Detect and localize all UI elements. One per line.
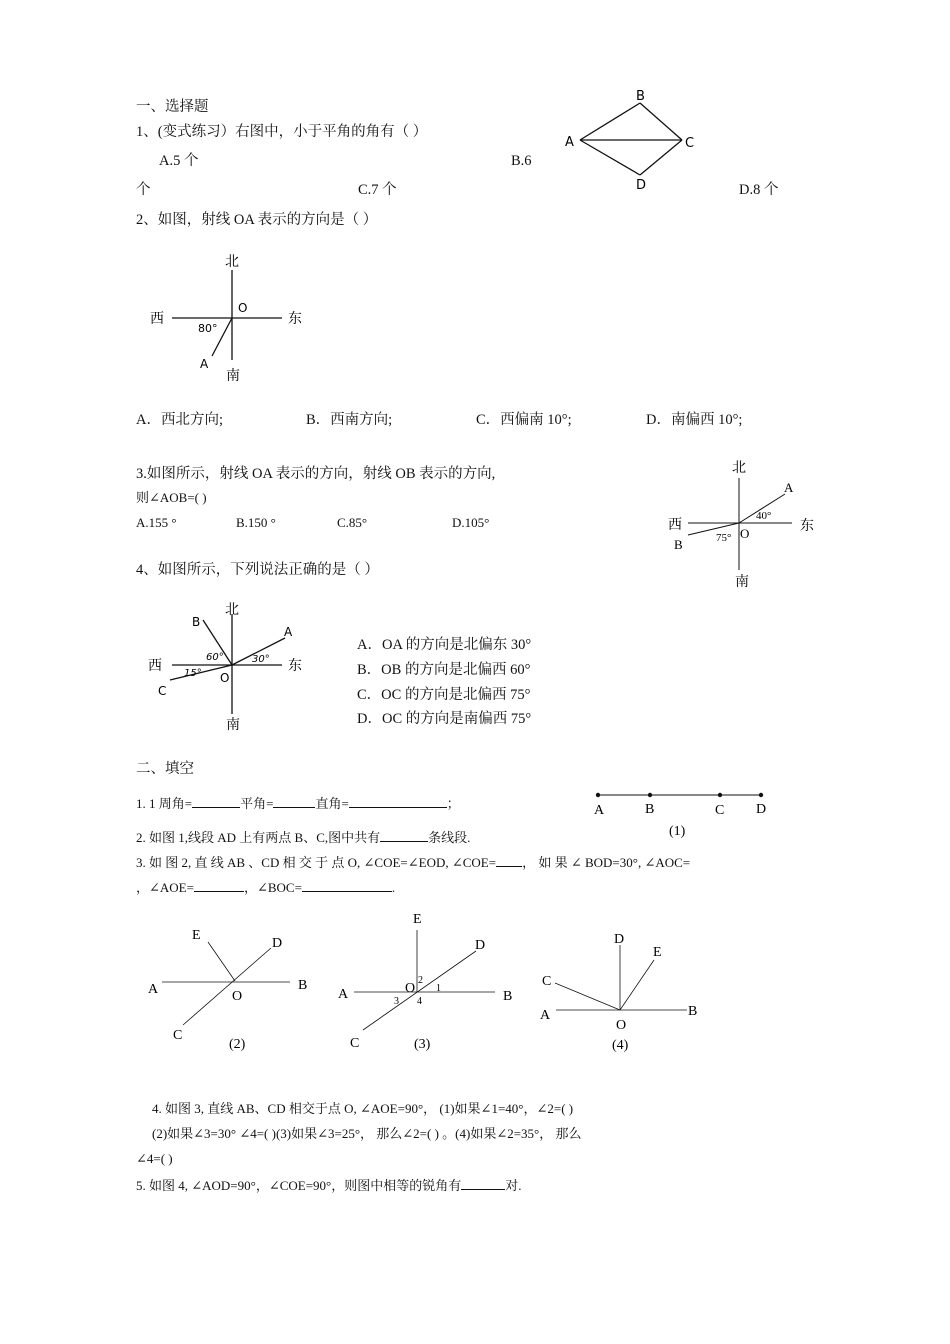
angle-1-label: 1 bbox=[436, 983, 441, 994]
fill-question-1 bbox=[136, 794, 460, 812]
point-b-label: B bbox=[192, 615, 201, 629]
fill-question-3-line-1 bbox=[136, 853, 690, 871]
point-a-label: A bbox=[338, 987, 349, 1002]
question-3-stem: 3.如图所示，射线 OA 表示的方向，射线 OB 表示的方向, bbox=[136, 466, 496, 482]
east-label: 东 bbox=[288, 311, 302, 327]
figure-4-rays bbox=[530, 920, 715, 1060]
answer-blank[interactable] bbox=[192, 794, 240, 808]
fill-1-part-4: ； bbox=[446, 796, 460, 811]
fill-5-text-2: 对. bbox=[505, 1178, 522, 1193]
label-b: B bbox=[636, 89, 645, 104]
fill-question-4-line-2: (2)如果∠3=30° ∠4=( )(3)如果∠3=25°， 那么∠2=( ) 。(4)如果∠2=35°， 那么 bbox=[152, 1126, 582, 1141]
point-a-label: A bbox=[148, 982, 159, 997]
question-1-option-b-continued: 个 bbox=[136, 182, 151, 198]
angle-b-label: 60° bbox=[206, 652, 224, 663]
angle-a-label: 40° bbox=[756, 510, 772, 522]
fill-question-5 bbox=[136, 1176, 522, 1194]
point-d-label: D bbox=[756, 802, 767, 817]
point-a-label: A bbox=[200, 357, 209, 371]
point-c-label: C bbox=[542, 974, 552, 989]
point-e-label: E bbox=[413, 912, 422, 927]
origin-label: O bbox=[405, 981, 416, 996]
question-3-option-d: D.105° bbox=[452, 515, 490, 530]
angle-c-label: 15° bbox=[184, 668, 202, 679]
point-b-label: B bbox=[688, 1004, 698, 1019]
point-c-label: C bbox=[715, 803, 725, 818]
question-3-option-b: B.150 ° bbox=[236, 515, 276, 530]
answer-blank[interactable] bbox=[302, 878, 392, 892]
question-3-option-c: C.85° bbox=[337, 515, 368, 530]
fill-1-part-2: 平角= bbox=[240, 796, 274, 811]
fill-question-4-line-3: ∠4=( ) bbox=[136, 1151, 173, 1166]
question-2-option-d: D．南偏西 10°; bbox=[646, 412, 743, 428]
question-4-option-a: A．OA 的方向是北偏东 30° bbox=[357, 637, 532, 653]
question-4-stem: 4、如图所示，下列说法正确的是（ ） bbox=[136, 562, 379, 578]
answer-blank[interactable] bbox=[496, 853, 522, 867]
point-a-label: A bbox=[594, 803, 605, 818]
fill-1-part-3: 直角= bbox=[315, 796, 349, 811]
south-label: 南 bbox=[226, 368, 240, 384]
south-label: 南 bbox=[735, 574, 749, 590]
east-label: 东 bbox=[288, 658, 302, 674]
point-b-label: B bbox=[503, 989, 513, 1004]
question-2-stem: 2、如图，射线 OA 表示的方向是（ ） bbox=[136, 212, 378, 228]
figure-3-caption: (3) bbox=[414, 1037, 431, 1052]
section-two-title: 二、填空 bbox=[136, 761, 194, 777]
angle-label: 80° bbox=[198, 322, 218, 335]
south-label: 南 bbox=[226, 717, 240, 733]
west-label: 西 bbox=[150, 311, 164, 327]
angle-4-label: 4 bbox=[417, 996, 422, 1007]
question-3-compass-figure bbox=[660, 452, 830, 592]
question-1-stem: 1、(变式练习）右图中，小于平角的角有（ ） bbox=[136, 124, 428, 140]
angle-3-label: 3 bbox=[394, 996, 399, 1007]
question-2-option-c: C．西偏南 10°; bbox=[476, 412, 572, 428]
point-a-label: A bbox=[784, 480, 794, 495]
figure-1-caption: (1) bbox=[669, 824, 686, 839]
question-4-option-d: D．OC 的方向是南偏西 75° bbox=[357, 711, 532, 727]
question-1-option-d: D.8 个 bbox=[739, 182, 779, 198]
fill-3-line-2-a: ，∠AOE= bbox=[136, 880, 194, 895]
north-label: 北 bbox=[225, 254, 239, 270]
section-one-title: 一、选择题 bbox=[136, 99, 209, 115]
west-label: 西 bbox=[148, 658, 162, 674]
figure-2-caption: (2) bbox=[229, 1037, 246, 1052]
fill-2-text-2: 条线段. bbox=[428, 830, 471, 845]
point-c-label: C bbox=[350, 1036, 360, 1051]
fill-question-2 bbox=[136, 828, 470, 846]
question-1-option-c: C.7 个 bbox=[358, 182, 397, 198]
label-a: A bbox=[565, 135, 574, 150]
fill-2-text-1: 2. 如图 1,线段 AD 上有两点 B、C,图中共有 bbox=[136, 830, 381, 845]
point-d-label: D bbox=[272, 936, 283, 951]
north-label: 北 bbox=[225, 602, 239, 618]
origin-label: O bbox=[232, 989, 243, 1004]
fill-question-4-line-1: 4. 如图 3, 直线 AB、CD 相交于点 O, ∠AOE=90°， (1)如果∠1=40°，∠2=( ) bbox=[152, 1101, 574, 1116]
point-b-label: B bbox=[674, 537, 683, 552]
label-d: D bbox=[636, 178, 647, 193]
north-label: 北 bbox=[732, 460, 746, 476]
point-b-label: B bbox=[298, 978, 308, 993]
figure-3-intersecting-lines bbox=[333, 905, 523, 1055]
angle-a-label: 30° bbox=[252, 654, 270, 665]
point-c-label: C bbox=[173, 1028, 183, 1043]
question-2-compass-figure bbox=[140, 248, 320, 388]
label-c: C bbox=[685, 136, 695, 151]
origin-label: O bbox=[220, 671, 230, 685]
answer-blank[interactable] bbox=[273, 794, 315, 808]
angle-2-label: 2 bbox=[418, 975, 423, 986]
angle-b-label: 75° bbox=[716, 532, 732, 544]
fill-3-line-2-c: . bbox=[391, 880, 396, 895]
point-a-label: A bbox=[540, 1008, 551, 1023]
origin-label: O bbox=[740, 526, 750, 541]
question-1-option-a: A.5 个 bbox=[159, 153, 199, 169]
question-3-option-a: A.155 ° bbox=[136, 515, 177, 530]
point-d-label: D bbox=[614, 932, 625, 947]
point-e-label: E bbox=[653, 945, 662, 960]
figure-4-caption: (4) bbox=[612, 1038, 629, 1053]
question-3-stem-line-2: 则∠AOB=( ) bbox=[136, 490, 207, 505]
point-c-label: C bbox=[158, 684, 167, 698]
fill-question-3-line-2 bbox=[136, 878, 395, 896]
point-d-label: D bbox=[475, 938, 486, 953]
answer-blank[interactable] bbox=[349, 794, 447, 808]
point-a-label: A bbox=[284, 625, 293, 639]
question-2-option-a: A．西北方向; bbox=[136, 412, 223, 428]
question-4-option-c: C．OC 的方向是北偏西 75° bbox=[357, 687, 531, 703]
question-1-option-b: B.6 bbox=[511, 153, 532, 169]
figure-1-segment bbox=[585, 783, 780, 843]
answer-blank[interactable] bbox=[461, 1176, 505, 1190]
west-label: 西 bbox=[668, 517, 682, 533]
question-4-option-b: B．OB 的方向是北偏西 60° bbox=[357, 662, 531, 678]
question-2-option-b: B．西南方向; bbox=[306, 412, 393, 428]
fill-3-line-1-b: ， 如 果 ∠ BOD=30°, ∠AOC= bbox=[522, 855, 691, 870]
figure-2-intersecting-lines bbox=[140, 920, 325, 1060]
origin-label: O bbox=[238, 301, 248, 315]
fill-1-part-1: 1. 1 周角= bbox=[136, 796, 193, 811]
fill-5-text-1: 5. 如图 4, ∠AOD=90°，∠COE=90°，则图中相等的锐角有 bbox=[136, 1178, 462, 1193]
fill-3-line-1-a: 3. 如 图 2, 直 线 AB 、CD 相 交 于 点 O, ∠COE=∠EOD, ∠COE= bbox=[136, 855, 497, 870]
east-label: 东 bbox=[800, 518, 814, 534]
fill-3-line-2-b: ，∠BOC= bbox=[243, 880, 302, 895]
question-1-figure bbox=[560, 85, 700, 195]
answer-blank[interactable] bbox=[194, 878, 244, 892]
answer-blank[interactable] bbox=[380, 828, 428, 842]
point-e-label: E bbox=[192, 928, 201, 943]
question-4-compass-figure bbox=[140, 596, 320, 741]
origin-label: O bbox=[616, 1018, 627, 1033]
point-b-label: B bbox=[645, 802, 655, 817]
